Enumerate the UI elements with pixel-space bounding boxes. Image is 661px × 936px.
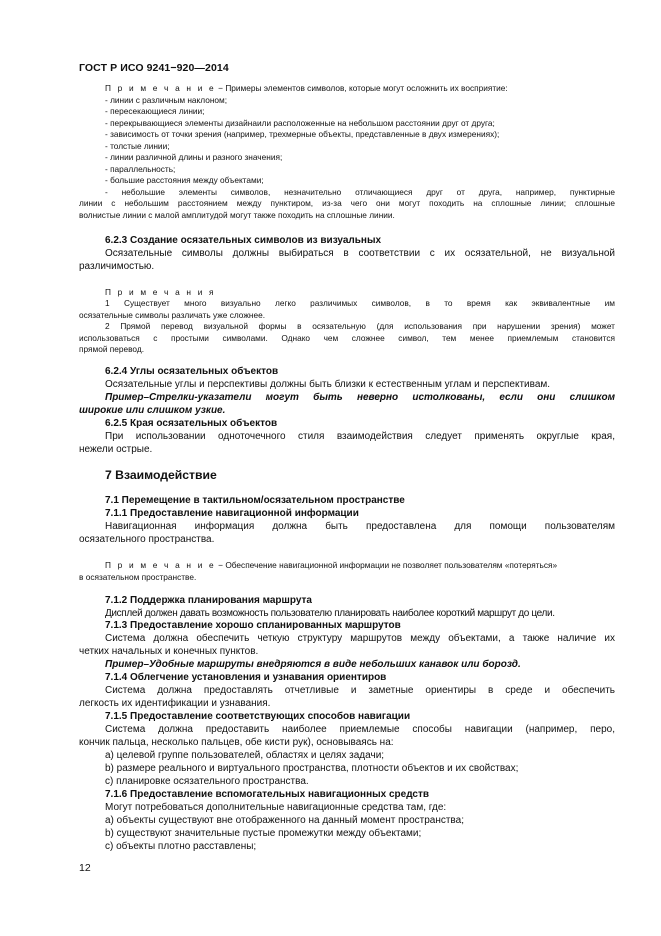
note-list-item: - линии с различным наклоном; xyxy=(105,95,228,105)
paragraph-line: различимостью. xyxy=(79,261,155,272)
document-header: ГОСТ Р ИСО 9241−920—2014 xyxy=(79,62,229,74)
section-heading: 6.2.4 Углы осязательных объектов xyxy=(105,366,279,377)
note-line: в осязательном пространстве. xyxy=(79,572,197,582)
note-paragraph-line: - небольшие элементы символов, незначительно отличающиеся друг от друга, например, пунктирные xyxy=(105,187,615,197)
paragraph-line: Система должна обеспечить четкую структуру маршрутов между объектами, а также наличие их xyxy=(105,633,615,644)
paragraph-line: легкость их идентификации и узнавания. xyxy=(79,698,271,709)
note-paragraph-line: 1 Существует много визуально легко различимых символов, в то время как эквивалентные им xyxy=(105,298,615,308)
chapter-heading: 7 Взаимодействие xyxy=(105,468,217,482)
note-paragraph-line: волнистые линии с малой амплитудой могут также походить на сплошные линии. xyxy=(79,210,395,220)
note-line xyxy=(105,560,557,571)
note-list-item: - перекрывающиеся элементы дизайнаили расположенные на небольшом расстоянии друг от друга; xyxy=(105,118,495,128)
page-number: 12 xyxy=(79,862,91,874)
list-item: a) объекты существуют вне отображенного на данный момент пространства; xyxy=(105,815,464,826)
note-text: − Обеспечение навигационной информации не позволяет пользователям «потеряться» xyxy=(215,560,558,570)
note-lead: − Примеры элементов символов, которые могут осложнить их восприятие: xyxy=(215,83,508,93)
note-label: П р и м е ч а н и е xyxy=(105,560,216,570)
note-heading-line xyxy=(105,83,508,94)
note-paragraph-line: использоваться с простыми символами. Однако чем сложнее символ, тем менее приемлемым становится xyxy=(79,333,615,343)
section-heading: 7.1.3 Предоставление хорошо спланированных маршрутов xyxy=(105,620,401,631)
section-heading: 6.2.3 Создание осязательных символов из визуальных xyxy=(105,235,382,246)
section-heading: 7.1.6 Предоставление вспомогательных навигационных средств xyxy=(105,789,430,800)
note-list-item: - параллельность; xyxy=(105,164,176,174)
section-heading: 6.2.5 Края осязательных объектов xyxy=(105,418,278,429)
note-label: П р и м е ч а н и е xyxy=(105,83,216,93)
paragraph-line: Система должна предоставить наиболее приемлемые способы навигации (например, перо, xyxy=(105,724,615,735)
section-heading: 7.1.2 Поддержка планирования маршрута xyxy=(105,595,312,606)
note-paragraph-line: осязательные символы различать уже сложнее. xyxy=(79,310,265,320)
example-line: широкие или слишком узкие. xyxy=(79,405,226,416)
section-heading: 7.1.1 Предоставление навигационной информации xyxy=(105,508,359,519)
paragraph-line: кончик пальца, несколько пальцев, обе кисти рук), основываясь на: xyxy=(79,737,394,748)
note-list-item: - большие расстояния между объектами; xyxy=(105,175,264,185)
example-line: Пример–Стрелки-указатели могут быть неверно истолкованы, если они слишком xyxy=(105,392,615,403)
note-list-item: - линии различной длины и разного значения; xyxy=(105,152,283,162)
paragraph-line: Осязательные символы должны выбираться в соответствии с их осязательной, не визуальной xyxy=(105,248,615,259)
list-item: c) планировке осязательного пространства. xyxy=(105,776,309,787)
list-item: b) существуют значительные пустые промежутки между объектами; xyxy=(105,828,422,839)
section-heading: 7.1.4 Облегчение установления и узнавания ориентиров xyxy=(105,672,387,683)
note-list-item: - толстые линии; xyxy=(105,141,170,151)
paragraph-line: Осязательные углы и перспективы должны быть близки к естественным углам и перспективам. xyxy=(105,379,551,390)
list-item: a) целевой группе пользователей, областях и целях задачи; xyxy=(105,750,385,761)
paragraph-line: осязательного пространства. xyxy=(79,534,215,545)
note-paragraph-line: линии с небольшим расстоянием между пунктиром, из-за чего они могут походить на сплошные линии; сплошные xyxy=(79,198,615,208)
paragraph-line: нежели острые. xyxy=(79,444,153,455)
section-heading: 7.1 Перемещение в тактильном/осязательном пространстве xyxy=(105,495,405,506)
notes-label: П р и м е ч а н и я xyxy=(105,287,216,297)
paragraph-line: Дисплей должен давать возможность пользователю планировать наиболее короткий маршрут до цели. xyxy=(105,608,555,619)
note-paragraph-line: 2 Прямой перевод визуальной формы в осязательную (для использования при нарушении зрения) может xyxy=(105,321,615,331)
paragraph-line: Система должна предоставлять отчетливые и заметные ориентиры в среде и обеспечить xyxy=(105,685,615,696)
note-paragraph-line: прямой перевод. xyxy=(79,344,144,354)
paragraph-line: Навигационная информация должна быть предоставлена для помощи пользователям xyxy=(105,521,615,532)
example-line: Пример–Удобные маршруты внедряются в виде небольших канавок или борозд. xyxy=(105,659,521,670)
section-heading: 7.1.5 Предоставление соответствующих способов навигации xyxy=(105,711,411,722)
list-item: c) объекты плотно расставлены; xyxy=(105,841,257,852)
paragraph-line: Могут потребоваться дополнительные навигационные средства там, где: xyxy=(105,802,447,813)
paragraph-line: При использовании одноточечного стиля взаимодействия следует применять округлые края, xyxy=(105,431,615,442)
note-list-item: - пересекающиеся линии; xyxy=(105,106,205,116)
paragraph-line: четких начальных и конечных пунктов. xyxy=(79,646,259,657)
note-list-item: - зависимость от точки зрения (например, трехмерные объекты, представленные в двух измерениях); xyxy=(105,129,500,139)
list-item: b) размере реального и виртуального пространства, плотности объектов и их свойствах; xyxy=(105,763,519,774)
